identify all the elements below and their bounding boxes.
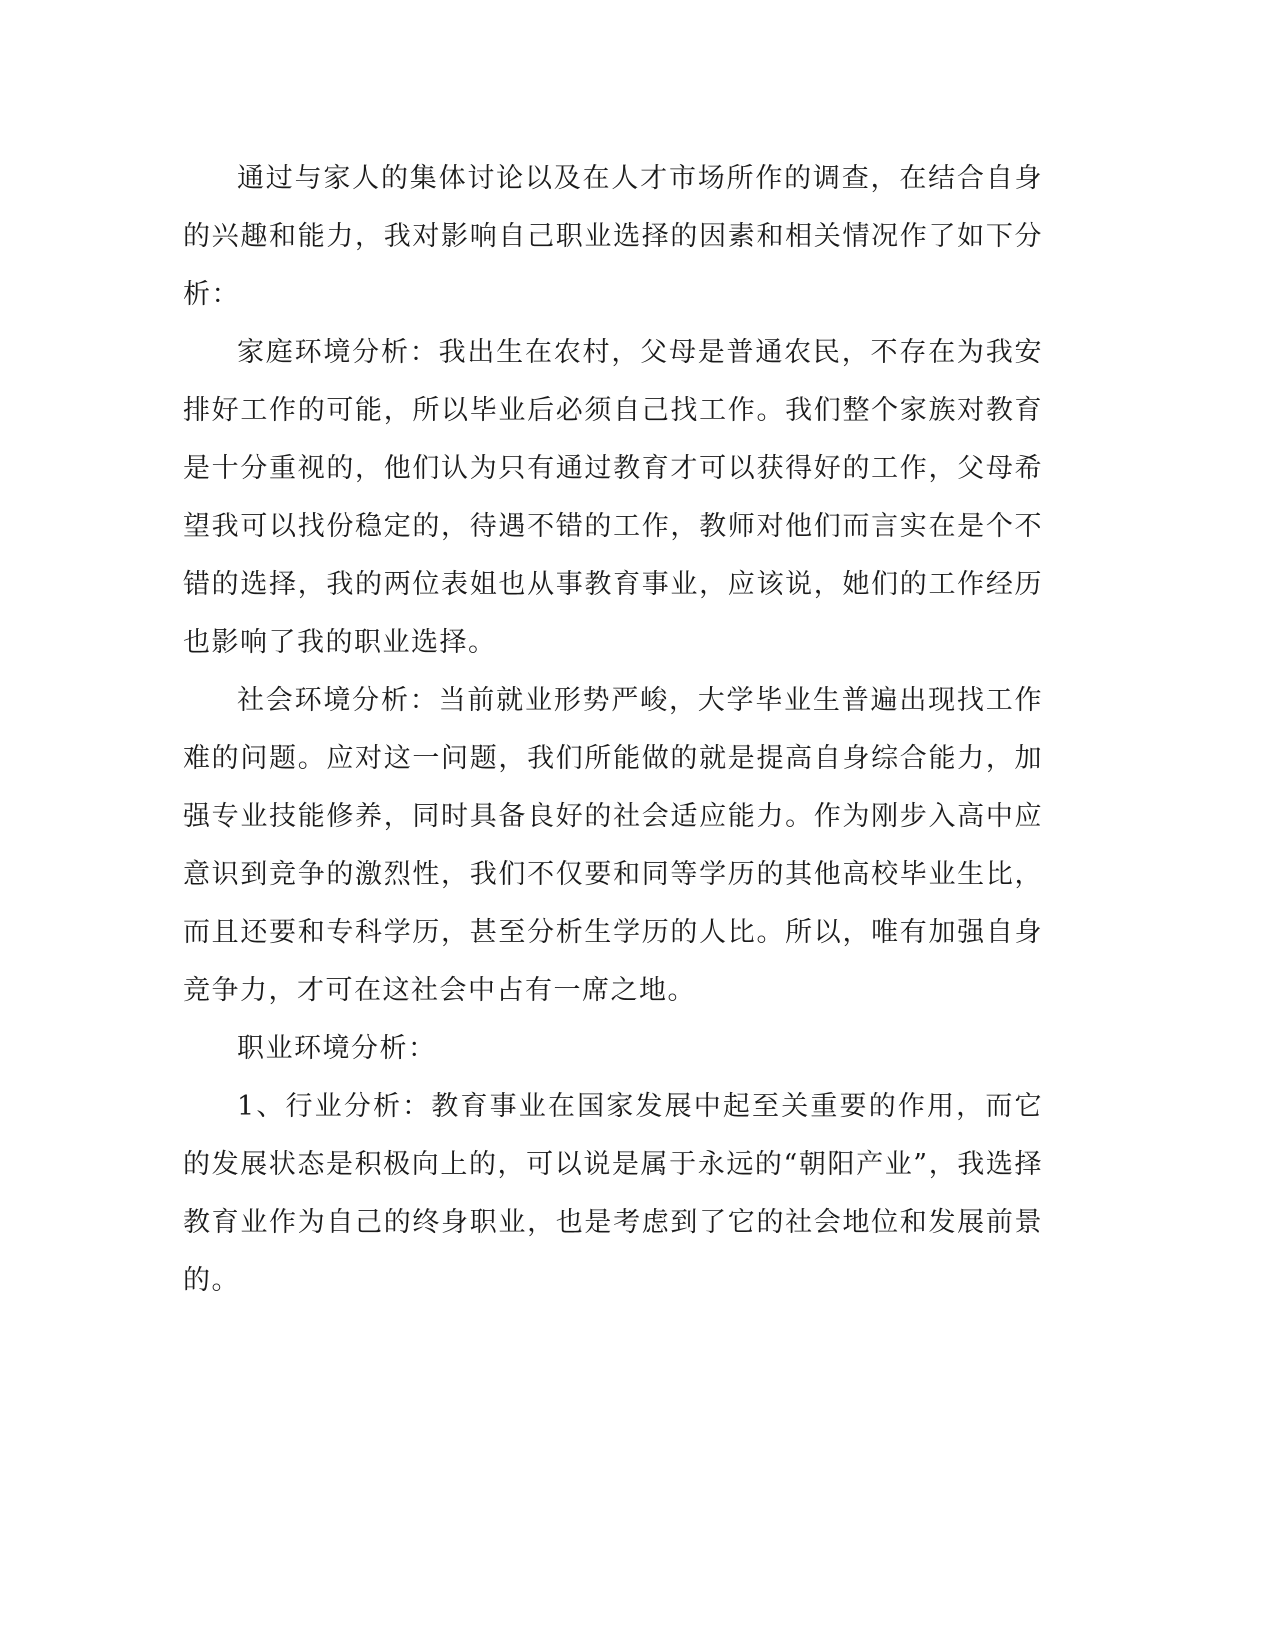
industry-analysis-paragraph: 1、行业分析：教育事业在国家发展中起至关重要的作用，而它的发展状态是积极向上的，可以说是属于永远的“朝阳产业”，我选择教育业作为自己的终身职业，也是考虑到了它的社会地位和发展前景的。 [183, 1091, 1043, 1296]
document-body [183, 150, 1043, 1310]
family-environment-paragraph: 家庭环境分析：我出生在农村，父母是普通农民，不存在为我安排好工作的可能，所以毕业后必须自己找工作。我们整个家族对教育是十分重视的，他们认为只有通过教育才可以获得好的工作，父母希望我可以找份稳定的，待遇不错的工作，教师对他们而言实在是个不错的选择，我的两位表姐也从事教育事业，应该说，她们的工作经历也影响了我的职业选择。 [183, 337, 1043, 658]
social-environment-paragraph: 社会环境分析：当前就业形势严峻，大学毕业生普遍出现找工作难的问题。应对这一问题，我们所能做的就是提高自身综合能力，加强专业技能修养，同时具备良好的社会适应能力。作为刚步入高中应意识到竞争的激烈性，我们不仅要和同等学历的其他高校毕业生比，而且还要和专科学历，甚至分析生学历的人比。所以，唯有加强自身竞争力，才可在这社会中占有一席之地。 [183, 685, 1043, 1006]
intro-paragraph: 通过与家人的集体讨论以及在人才市场所作的调查，在结合自身的兴趣和能力，我对影响自己职业选择的因素和相关情况作了如下分析： [183, 163, 1043, 310]
career-environment-heading: 职业环境分析： [237, 1033, 437, 1064]
